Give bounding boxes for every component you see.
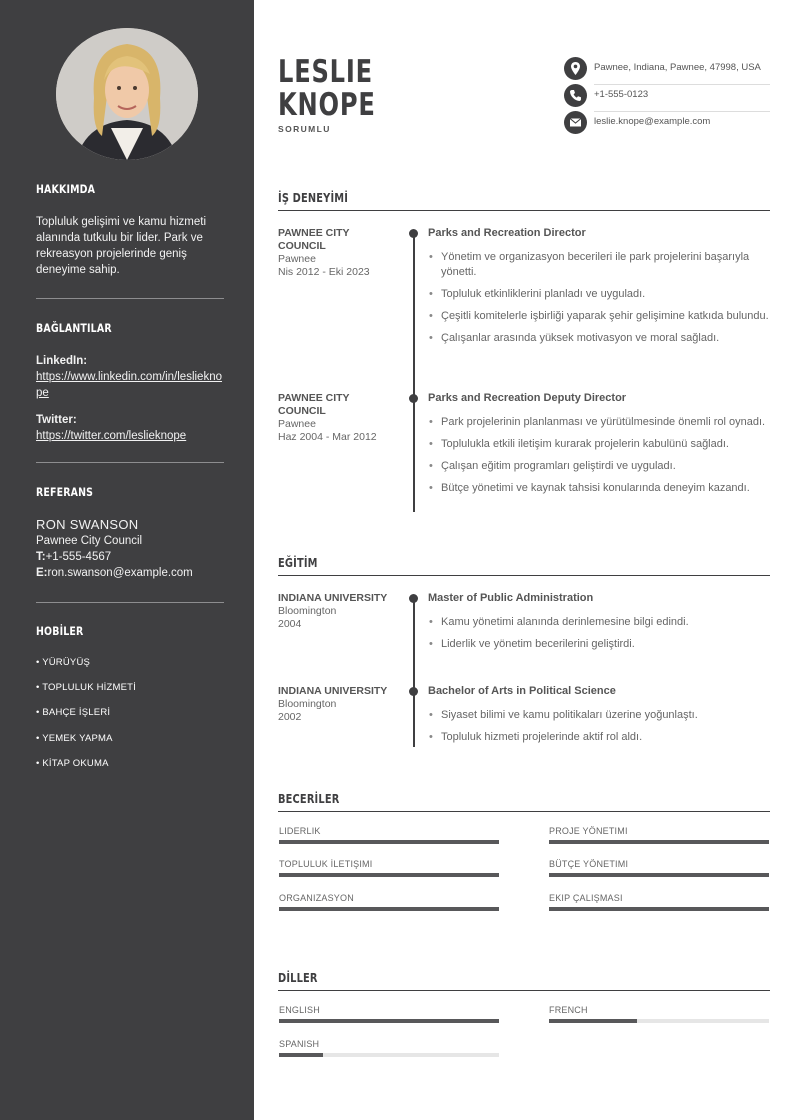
about-text: Topluluk gelişimi ve kamu hizmeti alanında tutkulu bir lider. Park ve rekreasyon projelerinde geniş deneyime sahip.	[36, 216, 207, 276]
language-bar	[279, 1019, 499, 1023]
education-org	[278, 685, 398, 724]
experience-org	[278, 227, 398, 279]
experience-org	[278, 392, 398, 444]
phone-text: +1-555-0123	[594, 89, 649, 100]
skill-bar	[279, 840, 499, 844]
linkedin-label: LinkedIn:	[36, 355, 88, 367]
language-item	[279, 1039, 499, 1057]
reference-phone	[36, 549, 226, 565]
hobbies-heading: HOBİLER	[36, 624, 84, 638]
skill-name: BÜTÇE YÖNETIMI	[549, 859, 629, 869]
skill-bar-fill	[549, 873, 769, 877]
timeline-dot	[409, 687, 418, 696]
email-text[interactable]: leslie.knope@example.com	[594, 116, 711, 127]
skill-bar	[549, 873, 769, 877]
envelope-icon	[564, 111, 587, 134]
timeline-line	[413, 232, 415, 512]
last-name: KNOPE	[278, 87, 376, 123]
degree-bullets	[428, 615, 772, 659]
twitter-block	[36, 412, 226, 444]
role-bullets	[428, 415, 772, 503]
list-item: • Çalışan eğitim programları geliştirdi ve uyguladı.	[428, 459, 772, 474]
phone-label: T:	[36, 551, 46, 563]
linkedin-link[interactable]: https://www.linkedin.com/in/leslieknope	[36, 371, 222, 399]
list-item: • Çalışanlar arasında yüksek motivasyon ve moral sağladı.	[428, 331, 772, 346]
twitter-link[interactable]: https://twitter.com/leslieknope	[36, 430, 187, 442]
language-item	[549, 1005, 769, 1023]
section-divider	[278, 210, 770, 211]
list-item: • Liderlik ve yönetim becerilerini geliştirdi.	[428, 637, 772, 652]
list-item: • Park projelerinin planlanması ve yürütülmesinde önemli rol oynadı.	[428, 415, 772, 430]
degree-bullets	[428, 708, 772, 752]
languages-heading: DİLLER	[278, 971, 318, 985]
list-item: • Topluluk hizmeti projelerinde aktif rol aldı.	[428, 730, 772, 745]
skill-bar-fill	[549, 840, 769, 844]
list-item: • Çeşitli komitelerle işbirliği yaparak şehir gelişimine katkıda bulundu.	[428, 309, 772, 324]
org-location: Bloomington	[278, 698, 337, 710]
skill-name: EKIP ÇALIŞMASI	[549, 893, 623, 903]
skill-item	[549, 826, 769, 844]
language-item	[279, 1005, 499, 1023]
reference-phone-value: +1-555-4567	[45, 551, 112, 563]
role-title: Parks and Recreation Director	[428, 227, 586, 239]
org-location: Pawnee	[278, 253, 316, 265]
section-divider	[278, 990, 770, 991]
skill-item	[549, 859, 769, 877]
section-divider	[278, 575, 770, 576]
links-heading: BAĞLANTILAR	[36, 321, 112, 335]
org-location: Bloomington	[278, 605, 337, 617]
reference-email	[36, 565, 226, 581]
hobby-item: • YÜRÜYÜŞ	[36, 657, 91, 668]
org-name: INDIANA UNIVERSITY	[278, 685, 388, 697]
skill-name: PROJE YÖNETIMI	[549, 826, 628, 836]
reference-email-value: ron.swanson@example.com	[47, 567, 193, 579]
education-org	[278, 592, 398, 631]
reference-block	[36, 517, 226, 581]
list-item: • Yönetim ve organizasyon becerileri ile park projelerini başarıyla yönetti.	[428, 250, 772, 280]
job-title: SORUMLU	[278, 124, 331, 134]
list-item: • Topluluk etkinliklerini planladı ve uyguladı.	[428, 287, 772, 302]
skill-bar-fill	[279, 840, 499, 844]
timeline-dot	[409, 394, 418, 403]
language-name: SPANISH	[279, 1039, 320, 1049]
skill-item	[279, 859, 499, 877]
skill-item	[549, 893, 769, 911]
contact-phone	[564, 84, 770, 108]
language-bar	[549, 1019, 769, 1023]
skill-bar	[549, 840, 769, 844]
first-name: LESLIE	[278, 54, 373, 90]
hobby-item: • KİTAP OKUMA	[36, 758, 109, 769]
language-bar-fill	[279, 1053, 323, 1057]
sidebar	[0, 0, 254, 1120]
role-bullets	[428, 250, 772, 353]
hobby-item: • YEMEK YAPMA	[36, 733, 113, 744]
language-bar-fill	[279, 1019, 499, 1023]
list-item: • Toplulukla etkili iletişim kurarak projelerin kabulünü sağladı.	[428, 437, 772, 452]
language-bar	[279, 1053, 499, 1057]
timeline-dot	[409, 229, 418, 238]
role-title: Parks and Recreation Deputy Director	[428, 392, 627, 404]
org-name: PAWNEE CITY COUNCIL	[278, 227, 350, 252]
skill-bar-fill	[279, 907, 499, 911]
divider	[36, 602, 224, 603]
org-date: Nis 2012 - Eki 2023	[278, 266, 370, 278]
degree-title: Master of Public Administration	[428, 592, 594, 604]
timeline-dot	[409, 594, 418, 603]
list-item: • Kamu yönetimi alanında derinlemesine bilgi edindi.	[428, 615, 772, 630]
profile-photo	[56, 28, 198, 160]
reference-heading: REFERANS	[36, 485, 94, 499]
language-bar-fill	[549, 1019, 637, 1023]
skill-name: ORGANIZASYON	[279, 893, 354, 903]
skill-bar-fill	[279, 873, 499, 877]
language-name: FRENCH	[549, 1005, 588, 1015]
org-name: PAWNEE CITY COUNCIL	[278, 392, 350, 417]
divider	[36, 298, 224, 299]
skill-item	[279, 826, 499, 844]
org-date: Haz 2004 - Mar 2012	[278, 431, 377, 443]
skill-name: LIDERLIK	[279, 826, 321, 836]
skill-bar-fill	[549, 907, 769, 911]
contact-email	[564, 111, 770, 135]
hobby-item: • TOPLULUK HİZMETİ	[36, 682, 137, 693]
twitter-label: Twitter:	[36, 414, 77, 426]
list-item: • Siyaset bilimi ve kamu politikaları üzerine yoğunlaştı.	[428, 708, 772, 723]
skill-bar	[279, 907, 499, 911]
org-date: 2004	[278, 618, 302, 630]
timeline-line	[413, 597, 415, 747]
org-date: 2002	[278, 711, 302, 723]
education-heading: EĞİTİM	[278, 556, 318, 570]
linkedin-block	[36, 353, 226, 401]
phone-icon	[564, 84, 587, 107]
degree-title: Bachelor of Arts in Political Science	[428, 685, 616, 697]
about-heading: HAKKIMDA	[36, 182, 96, 196]
skill-bar	[279, 873, 499, 877]
skill-bar	[549, 907, 769, 911]
email-label: E:	[36, 567, 48, 579]
reference-company: Pawnee City Council	[36, 535, 143, 547]
skill-name: TOPLULUK İLETIŞIMI	[279, 859, 373, 869]
section-divider	[278, 811, 770, 812]
experience-heading: İŞ DENEYİMİ	[278, 191, 349, 205]
skills-heading: BECERİLER	[278, 792, 340, 806]
contact-address	[564, 57, 770, 81]
reference-name: RON SWANSON	[36, 517, 139, 532]
location-pin-icon	[564, 57, 587, 80]
divider	[36, 462, 224, 463]
org-location: Pawnee	[278, 418, 316, 430]
language-name: ENGLISH	[279, 1005, 320, 1015]
skill-item	[279, 893, 499, 911]
address-text: Pawnee, Indiana, Pawnee, 47998, USA	[594, 62, 761, 73]
hobby-item: • BAHÇE İŞLERİ	[36, 707, 111, 718]
avatar	[56, 28, 198, 160]
org-name: INDIANA UNIVERSITY	[278, 592, 388, 604]
list-item: • Bütçe yönetimi ve kaynak tahsisi konularında deneyim kazandı.	[428, 481, 772, 496]
